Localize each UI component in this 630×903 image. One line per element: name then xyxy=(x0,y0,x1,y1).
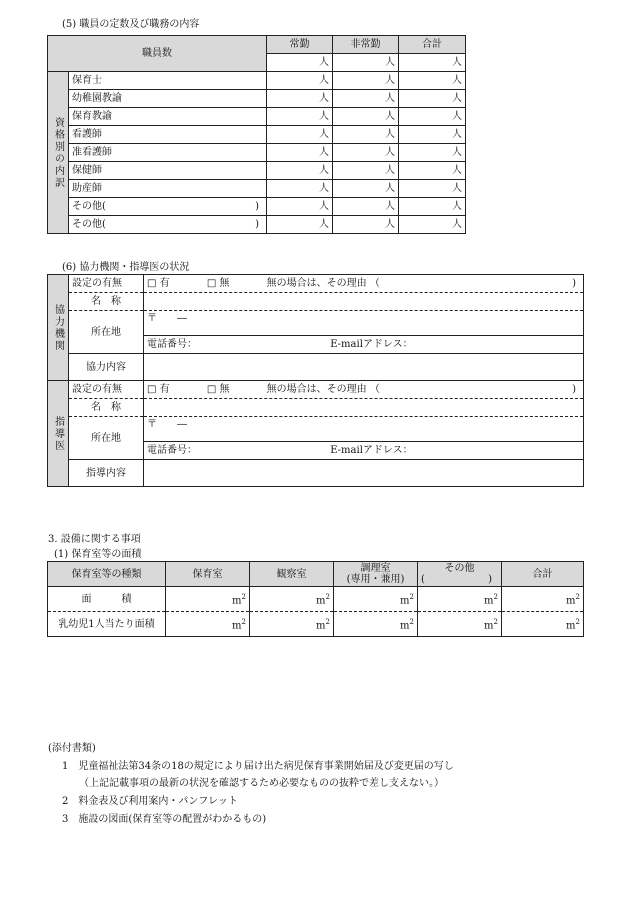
address-label: 所在地 xyxy=(69,311,144,354)
unit-m: m xyxy=(484,620,494,632)
row-label: 保健師 xyxy=(69,162,267,180)
unit-cell[interactable]: 人 xyxy=(333,54,399,72)
reason-close: ) xyxy=(572,384,576,395)
row-label: 保育教諭 xyxy=(69,108,267,126)
address-field[interactable] xyxy=(144,326,584,336)
content-field[interactable] xyxy=(144,460,584,487)
kitchen-header xyxy=(334,562,418,587)
row-label-other[interactable] xyxy=(69,216,267,234)
unit-cell[interactable]: 人 xyxy=(399,198,466,216)
unit-sup: 2 xyxy=(575,617,580,626)
unit-cell[interactable]: 人 xyxy=(399,216,466,234)
unit-cell[interactable]: 人 xyxy=(399,126,466,144)
content-label: 協力内容 xyxy=(69,354,144,381)
area-cell[interactable] xyxy=(418,612,502,637)
attachment-item-2: 2 料金表及び利用案内・パンフレット xyxy=(62,796,238,807)
unit-m: m xyxy=(566,620,576,632)
unit-m: m xyxy=(400,595,410,607)
section6-title: (6) 協力機関・指導医の状況 xyxy=(62,262,190,273)
option-yes-checkbox[interactable]: □ 有 xyxy=(147,384,170,395)
setting-label: 設定の有無 xyxy=(69,275,144,293)
area-cell[interactable] xyxy=(166,612,250,637)
setting-options[interactable] xyxy=(144,275,584,293)
cooperating-institution-side-label: 協力機関 xyxy=(48,275,69,381)
unit-cell[interactable]: 人 xyxy=(267,72,333,90)
postal-field[interactable]: 〒 ― xyxy=(144,311,584,327)
unit-m: m xyxy=(400,620,410,632)
phone-label: 電話番号： xyxy=(147,339,197,350)
email-label: E-mailアドレス： xyxy=(330,339,413,350)
name-label: 名 称 xyxy=(69,399,144,417)
phone-email-row[interactable] xyxy=(144,336,584,354)
section5-title: (5) 職員の定数及び職務の内容 xyxy=(62,19,200,30)
other-close: ) xyxy=(255,201,259,212)
email-label: E-mailアドレス： xyxy=(330,445,413,456)
unit-m: m xyxy=(316,620,326,632)
observation-room-header: 観察室 xyxy=(250,562,334,587)
area-cell[interactable] xyxy=(502,612,584,637)
other-close: ) xyxy=(488,574,492,585)
content-field[interactable] xyxy=(144,354,584,381)
unit-cell[interactable]: 人 xyxy=(267,90,333,108)
other-label: その他( xyxy=(72,219,106,230)
unit-sup: 2 xyxy=(493,617,498,626)
unit-cell[interactable]: 人 xyxy=(267,216,333,234)
staff-table xyxy=(47,35,466,234)
section3-subtitle: (1) 保育室等の面積 xyxy=(54,549,142,560)
attachment-item-1: 1 児童福祉法第34条の18の規定により届け出た病児保育事業開始届及び変更届の写し xyxy=(62,761,454,772)
unit-m: m xyxy=(566,595,576,607)
unit-cell[interactable]: 人 xyxy=(333,108,399,126)
unit-cell[interactable]: 人 xyxy=(267,54,333,72)
unit-m: m xyxy=(316,595,326,607)
phone-email-row[interactable] xyxy=(144,442,584,460)
area-row-label: 面 積 xyxy=(48,587,166,612)
kitchen-label: 調理室 xyxy=(360,563,391,574)
kitchen-sub-label: (専用・兼用) xyxy=(346,574,405,585)
unit-cell[interactable]: 人 xyxy=(333,72,399,90)
attachment-item-1-note: （上記記載事項の最新の状況を確認するため必要なものの抜粋で差し支えない。） xyxy=(79,778,444,789)
row-label: 助産師 xyxy=(69,180,267,198)
col-total-header: 合計 xyxy=(399,36,466,54)
other-parens xyxy=(421,574,498,585)
total-header: 合計 xyxy=(502,562,584,587)
unit-cell[interactable]: 人 xyxy=(399,162,466,180)
area-cell[interactable] xyxy=(250,612,334,637)
unit-cell[interactable]: 人 xyxy=(333,144,399,162)
section3-title: 3. 設備に関する事項 xyxy=(48,534,141,545)
unit-cell[interactable]: 人 xyxy=(333,216,399,234)
unit-cell[interactable]: 人 xyxy=(399,144,466,162)
other-header xyxy=(418,562,502,587)
area-cell[interactable] xyxy=(250,587,334,612)
advising-doctor-side-label: 指導医 xyxy=(48,381,69,487)
attachment-item-3: 3 施設の図面(保育室等の配置がわかるもの) xyxy=(62,814,267,825)
attachments-title: (添付書類) xyxy=(48,743,96,754)
nursery-room-header: 保育室 xyxy=(166,562,250,587)
unit-sup: 2 xyxy=(325,592,330,601)
area-cell[interactable] xyxy=(334,612,418,637)
unit-cell[interactable]: 人 xyxy=(333,180,399,198)
area-cell[interactable] xyxy=(166,587,250,612)
staff-count-header: 職員数 xyxy=(48,36,267,72)
unit-sup: 2 xyxy=(493,592,498,601)
unit-cell[interactable]: 人 xyxy=(333,126,399,144)
content-label: 指導内容 xyxy=(69,460,144,487)
unit-cell[interactable]: 人 xyxy=(267,126,333,144)
unit-cell[interactable]: 人 xyxy=(267,108,333,126)
unit-sup: 2 xyxy=(325,617,330,626)
room-area-table xyxy=(47,561,584,637)
cooperation-table xyxy=(47,274,584,487)
col-fulltime-header: 常勤 xyxy=(267,36,333,54)
postal-field[interactable]: 〒 ― xyxy=(144,417,584,433)
name-field[interactable] xyxy=(144,399,584,417)
option-yes-checkbox[interactable]: □ 有 xyxy=(147,278,170,289)
area-cell[interactable] xyxy=(334,587,418,612)
address-field[interactable] xyxy=(144,432,584,442)
reason-close: ) xyxy=(572,278,576,289)
other-label: その他( xyxy=(72,201,106,212)
room-type-header: 保育室等の種類 xyxy=(48,562,166,587)
unit-cell[interactable]: 人 xyxy=(267,180,333,198)
setting-label: 設定の有無 xyxy=(69,381,144,399)
option-no-checkbox[interactable]: □ 無 xyxy=(206,384,230,395)
unit-cell[interactable]: 人 xyxy=(333,162,399,180)
unit-cell[interactable]: 人 xyxy=(267,162,333,180)
unit-sup: 2 xyxy=(241,617,246,626)
row-label: 保育士 xyxy=(69,72,267,90)
col-parttime-header: 非常勤 xyxy=(333,36,399,54)
row-label: 准看護師 xyxy=(69,144,267,162)
unit-cell[interactable]: 人 xyxy=(333,90,399,108)
phone-label: 電話番号： xyxy=(147,445,197,456)
unit-cell[interactable]: 人 xyxy=(399,72,466,90)
other-label: その他 xyxy=(444,563,475,574)
unit-sup: 2 xyxy=(241,592,246,601)
row-label: 幼稚園教諭 xyxy=(69,90,267,108)
area-cell[interactable] xyxy=(418,587,502,612)
area-cell[interactable] xyxy=(502,587,584,612)
unit-sup: 2 xyxy=(409,617,414,626)
unit-cell[interactable]: 人 xyxy=(399,90,466,108)
unit-cell[interactable]: 人 xyxy=(333,198,399,216)
per-child-row-label: 乳幼児1人当たり面積 xyxy=(48,612,166,637)
unit-cell[interactable]: 人 xyxy=(399,108,466,126)
unit-cell[interactable]: 人 xyxy=(399,180,466,198)
address-label: 所在地 xyxy=(69,417,144,460)
option-no-checkbox[interactable]: □ 無 xyxy=(206,278,230,289)
setting-options[interactable] xyxy=(144,381,584,399)
unit-m: m xyxy=(484,595,494,607)
name-field[interactable] xyxy=(144,293,584,311)
unit-sup: 2 xyxy=(409,592,414,601)
other-close: ) xyxy=(255,219,259,230)
row-label-other[interactable] xyxy=(69,198,267,216)
unit-cell[interactable]: 人 xyxy=(267,144,333,162)
qualification-side-label: 資格別の内訳 xyxy=(48,72,69,234)
unit-sup: 2 xyxy=(575,592,580,601)
unit-cell[interactable]: 人 xyxy=(399,54,466,72)
row-label: 看護師 xyxy=(69,126,267,144)
other-open: ( xyxy=(421,574,425,585)
reason-label: 無の場合は、その理由 （ xyxy=(266,278,380,289)
unit-m: m xyxy=(232,595,242,607)
unit-cell[interactable]: 人 xyxy=(267,198,333,216)
reason-label: 無の場合は、その理由 （ xyxy=(266,384,380,395)
unit-m: m xyxy=(232,620,242,632)
name-label: 名 称 xyxy=(69,293,144,311)
